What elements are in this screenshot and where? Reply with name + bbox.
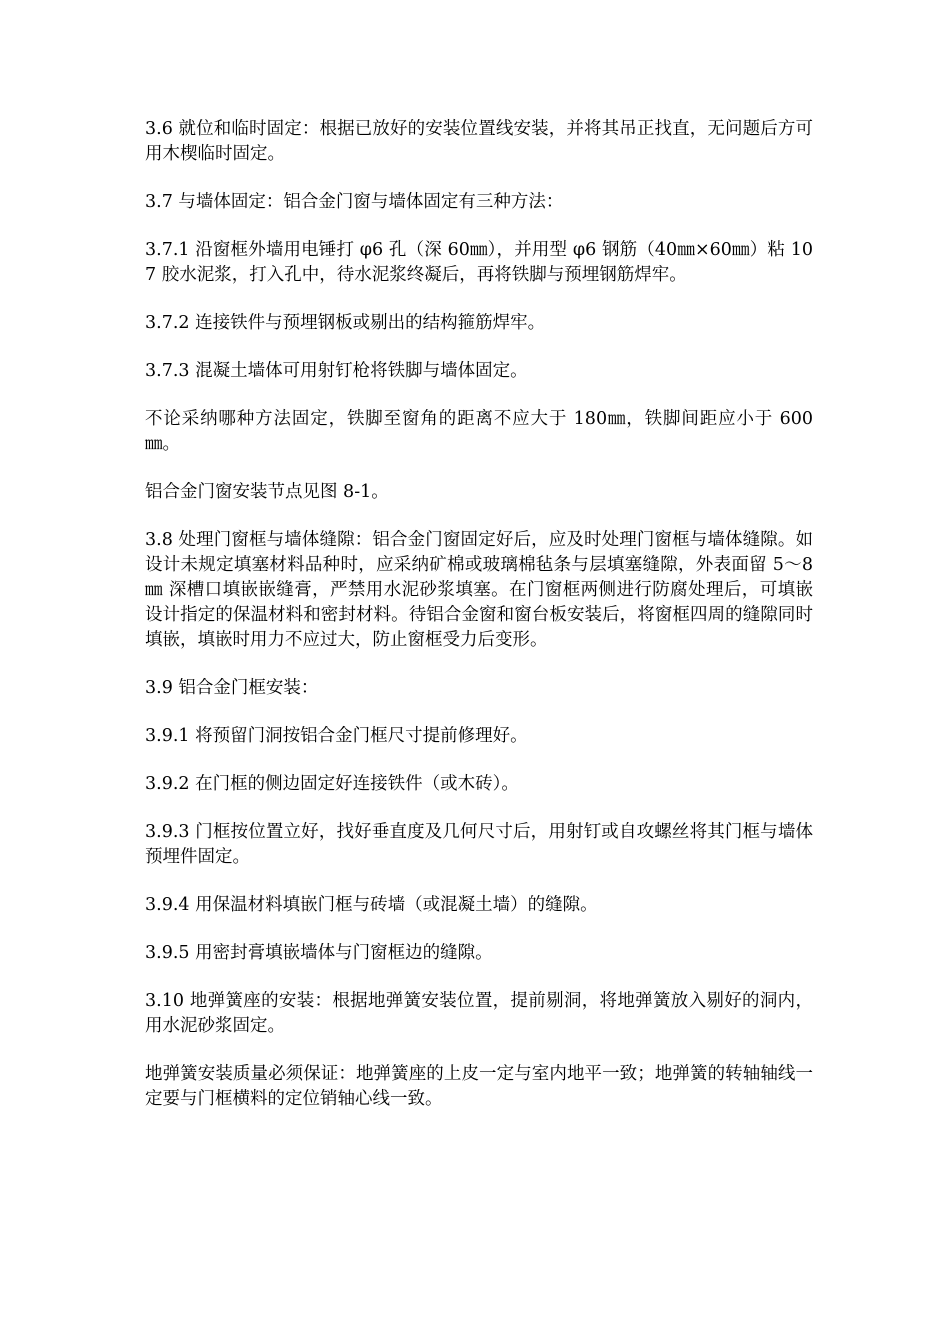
paragraph-3-7: 3.7 与墙体固定：铝合金门窗与墙体固定有三种方法： (145, 192, 564, 212)
paragraph-3-7-2: 3.7.2 连接铁件与预埋钢板或剔出的结构箍筋焊牢。 (145, 313, 546, 333)
paragraph-3-9: 3.9 铝合金门框安装： (145, 678, 319, 698)
paragraph-3-7-1: 3.7.1 沿窗框外墙用电锤打 φ6 孔（深 60㎜），并用型 φ6 钢筋（40㎜×60㎜）粘 107 胶水泥浆，打入孔中，待水泥浆终凝后，再将铁脚与预埋钢筋焊牢。 (145, 240, 813, 285)
paragraph-fixing-distance: 不论采纳哪种方法固定，铁脚至窗角的距离不应大于 180㎜，铁脚间距应小于 600㎜。 (145, 409, 813, 454)
document-body (145, 117, 813, 1135)
paragraph-3-9-2: 3.9.2 在门框的侧边固定好连接铁件（或木砖）。 (145, 774, 519, 794)
paragraph-3-9-1: 3.9.1 将预留门洞按铝合金门框尺寸提前修理好。 (145, 726, 528, 746)
paragraph-3-9-3: 3.9.3 门框按位置立好，找好垂直度及几何尺寸后，用射钉或自攻螺丝将其门框与墙体预埋件固定。 (145, 822, 813, 867)
paragraph-3-8: 3.8 处理门窗框与墙体缝隙：铝合金门窗固定好后，应及时处理门窗框与墙体缝隙。如设计未规定填塞材料品种时，应采纳矿棉或玻璃棉毡条与层填塞缝隙，外表面留 5～8㎜ 深槽口填嵌嵌缝膏，严禁用水泥砂浆填塞。在门窗框两侧进行防腐处理后，可填嵌设计指定的保温材料和密封材料。待铝合金窗和窗台板安装后，将窗框四周的缝隙同时填嵌，填嵌时用力不应过大，防止窗框受力后变形。 (145, 530, 813, 650)
paragraph-3-9-4: 3.9.4 用保温材料填嵌门框与砖墙（或混凝土墙）的缝隙。 (145, 895, 598, 915)
paragraph-3-9-5: 3.9.5 用密封膏填嵌墙体与门窗框边的缝隙。 (145, 943, 493, 963)
paragraph-figure-reference: 铝合金门窗安装节点见图 8-1。 (145, 482, 389, 502)
paragraph-3-6: 3.6 就位和临时固定：根据已放好的安装位置线安装，并将其吊正找直，无问题后方可用木楔临时固定。 (145, 119, 813, 164)
paragraph-floor-spring-quality: 地弹簧安装质量必须保证：地弹簧座的上皮一定与室内地平一致；地弹簧的转轴轴线一定要与门框横料的定位销轴心线一致。 (145, 1064, 813, 1109)
paragraph-3-10: 3.10 地弹簧座的安装：根据地弹簧安装位置，提前剔洞，将地弹簧放入剔好的洞内，用水泥砂浆固定。 (145, 991, 813, 1036)
paragraph-3-7-3: 3.7.3 混凝土墙体可用射钉枪将铁脚与墙体固定。 (145, 361, 528, 381)
